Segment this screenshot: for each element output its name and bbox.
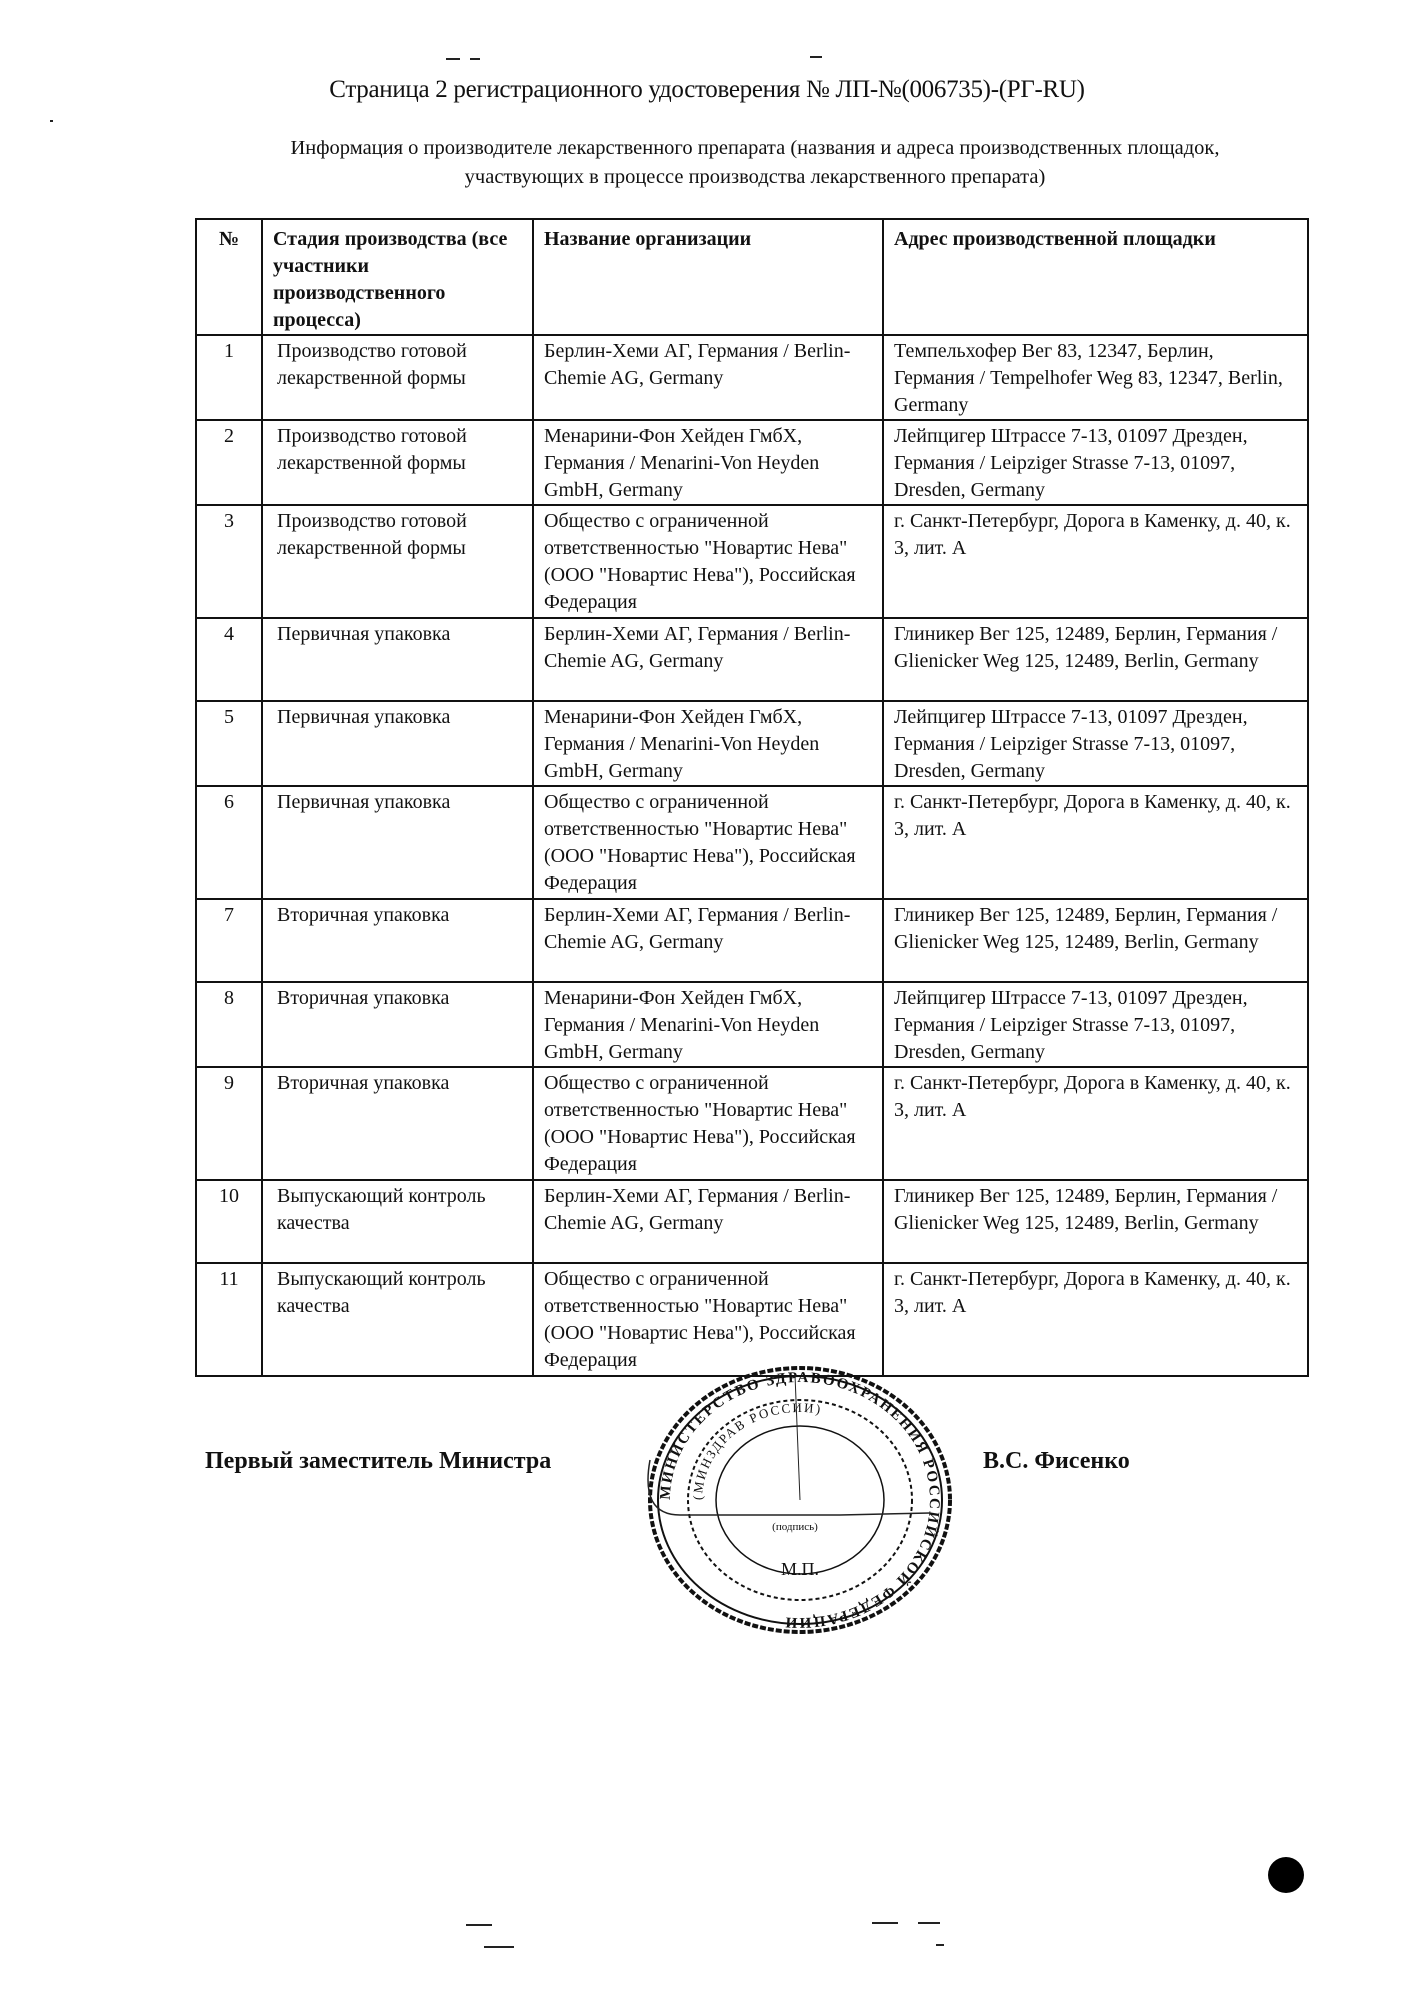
row-address: Лейпцигер Штрассе 7-13, 01097 Дрезден, Германия / Leipziger Strasse 7-13, 01097, Dresden, Germany: [883, 701, 1308, 786]
signatory-position: Первый заместитель Министра: [205, 1448, 552, 1474]
row-stage: Вторичная упаковка: [262, 1067, 533, 1180]
table-row: [196, 1263, 1308, 1376]
header-address: Адрес производственной площадки: [883, 219, 1308, 335]
table-row: [196, 618, 1308, 701]
manufacturer-table: [195, 218, 1309, 1377]
table-header-row: [196, 219, 1308, 335]
table-row: [196, 701, 1308, 786]
subtitle-line-1: Информация о производителе лекарственного препарата (названия и адреса производственных площадок,: [290, 137, 1220, 159]
row-number: 8: [196, 982, 262, 1067]
row-organization: Менарини-Фон Хейден ГмбХ, Германия / Menarini-Von Heyden GmbH, Germany: [533, 982, 883, 1067]
scan-artifact: [810, 56, 822, 58]
scan-artifact: [936, 1944, 944, 1946]
row-address: Глиникер Вег 125, 12489, Берлин, Германия / Glienicker Weg 125, 12489, Berlin, Germany: [883, 899, 1308, 982]
stamp-signature-label: (подпись): [772, 1521, 818, 1533]
row-organization: Берлин-Хеми АГ, Германия / Berlin-Chemie AG, Germany: [533, 899, 883, 982]
row-stage: Первичная упаковка: [262, 786, 533, 899]
row-stage: Первичная упаковка: [262, 701, 533, 786]
table-row: [196, 505, 1308, 618]
row-organization: Общество с ограниченной ответственностью "Новартис Нева" (ООО "Новартис Нева"), Российская Федерация: [533, 1263, 883, 1376]
row-organization: Берлин-Хеми АГ, Германия / Berlin-Chemie AG, Germany: [533, 335, 883, 420]
row-number: 7: [196, 899, 262, 982]
row-number: 5: [196, 701, 262, 786]
row-stage: Выпускающий контроль качества: [262, 1180, 533, 1263]
row-number: 9: [196, 1067, 262, 1180]
row-organization: Менарини-Фон Хейден ГмбХ, Германия / Menarini-Von Heyden GmbH, Germany: [533, 701, 883, 786]
table-row: [196, 335, 1308, 420]
page-title: Страница 2 регистрационного удостоверения № ЛП-№(006735)-(РГ-RU): [329, 76, 1085, 103]
row-stage: Производство готовой лекарственной формы: [262, 505, 533, 618]
row-stage: Производство готовой лекарственной формы: [262, 335, 533, 420]
scan-artifact: [484, 1946, 514, 1948]
row-organization: Общество с ограниченной ответственностью "Новартис Нева" (ООО "Новартис Нева"), Российская Федерация: [533, 505, 883, 618]
row-address: г. Санкт-Петербург, Дорога в Каменку, д. 40, к. 3, лит. А: [883, 786, 1308, 899]
row-stage: Производство готовой лекарственной формы: [262, 420, 533, 505]
signatory-name: В.С. Фисенко: [983, 1448, 1130, 1474]
signature-stroke: [648, 1460, 930, 1515]
table-row: [196, 899, 1308, 982]
subtitle-line-2: участвующих в процессе производства лекарственного препарата): [464, 166, 1046, 188]
row-number: 2: [196, 420, 262, 505]
row-address: Лейпцигер Штрассе 7-13, 01097 Дрезден, Германия / Leipziger Strasse 7-13, 01097, Dresden, Germany: [883, 420, 1308, 505]
row-stage: Выпускающий контроль качества: [262, 1263, 533, 1376]
row-address: Глиникер Вег 125, 12489, Берлин, Германия / Glienicker Weg 125, 12489, Berlin, Germany: [883, 618, 1308, 701]
table-row: [196, 786, 1308, 899]
row-address: Лейпцигер Штрассе 7-13, 01097 Дрезден, Германия / Leipziger Strasse 7-13, 01097, Dresden, Germany: [883, 982, 1308, 1067]
row-stage: Первичная упаковка: [262, 618, 533, 701]
row-number: 3: [196, 505, 262, 618]
row-organization: Менарини-Фон Хейден ГмбХ, Германия / Menarini-Von Heyden GmbH, Germany: [533, 420, 883, 505]
table-row: [196, 1067, 1308, 1180]
stamp-inner-text: (МИНЗДРАВ РОССИИ): [689, 1399, 824, 1501]
header-organization: Название организации: [533, 219, 883, 335]
row-number: 10: [196, 1180, 262, 1263]
row-stage: Вторичная упаковка: [262, 899, 533, 982]
scan-artifact: [872, 1922, 898, 1924]
row-organization: Общество с ограниченной ответственностью "Новартис Нева" (ООО "Новартис Нева"), Российская Федерация: [533, 1067, 883, 1180]
scan-dot-mark: [1268, 1857, 1304, 1893]
row-number: 6: [196, 786, 262, 899]
table-row: [196, 1180, 1308, 1263]
row-stage: Вторичная упаковка: [262, 982, 533, 1067]
scan-artifact: [470, 58, 480, 60]
row-address: Темпельхофер Вег 83, 12347, Берлин, Германия / Tempelhofer Weg 83, 12347, Berlin, Germany: [883, 335, 1308, 420]
scan-artifact: [918, 1922, 940, 1924]
header-stage: Стадия производства (все участники производственного процесса): [262, 219, 533, 335]
row-address: г. Санкт-Петербург, Дорога в Каменку, д. 40, к. 3, лит. А: [883, 505, 1308, 618]
scan-artifact: [466, 1924, 492, 1926]
signature-stroke: [795, 1375, 800, 1500]
row-number: 11: [196, 1263, 262, 1376]
row-organization: Берлин-Хеми АГ, Германия / Berlin-Chemie AG, Germany: [533, 618, 883, 701]
stamp-mark: М.П.: [780, 1559, 820, 1579]
row-organization: Общество с ограниченной ответственностью "Новартис Нева" (ООО "Новартис Нева"), Российская Федерация: [533, 786, 883, 899]
row-address: Глиникер Вег 125, 12489, Берлин, Германия / Glienicker Weg 125, 12489, Berlin, Germany: [883, 1180, 1308, 1263]
row-address: г. Санкт-Петербург, Дорога в Каменку, д. 40, к. 3, лит. А: [883, 1067, 1308, 1180]
table-row: [196, 982, 1308, 1067]
row-number: 1: [196, 335, 262, 420]
table-row: [196, 420, 1308, 505]
row-number: 4: [196, 618, 262, 701]
row-address: г. Санкт-Петербург, Дорога в Каменку, д. 40, к. 3, лит. А: [883, 1263, 1308, 1376]
page-subtitle: [200, 134, 1310, 192]
scan-artifact: [446, 58, 460, 60]
official-stamp: [640, 1365, 960, 1640]
stamp-outer-text: МИНИСТЕРСТВО ЗДРАВООХРАНЕНИЯ РОССИЙСКОЙ ФЕДЕРАЦИИ: [657, 1369, 943, 1631]
header-number: №: [196, 219, 262, 335]
row-organization: Берлин-Хеми АГ, Германия / Berlin-Chemie AG, Germany: [533, 1180, 883, 1263]
scan-artifact: [50, 120, 53, 122]
